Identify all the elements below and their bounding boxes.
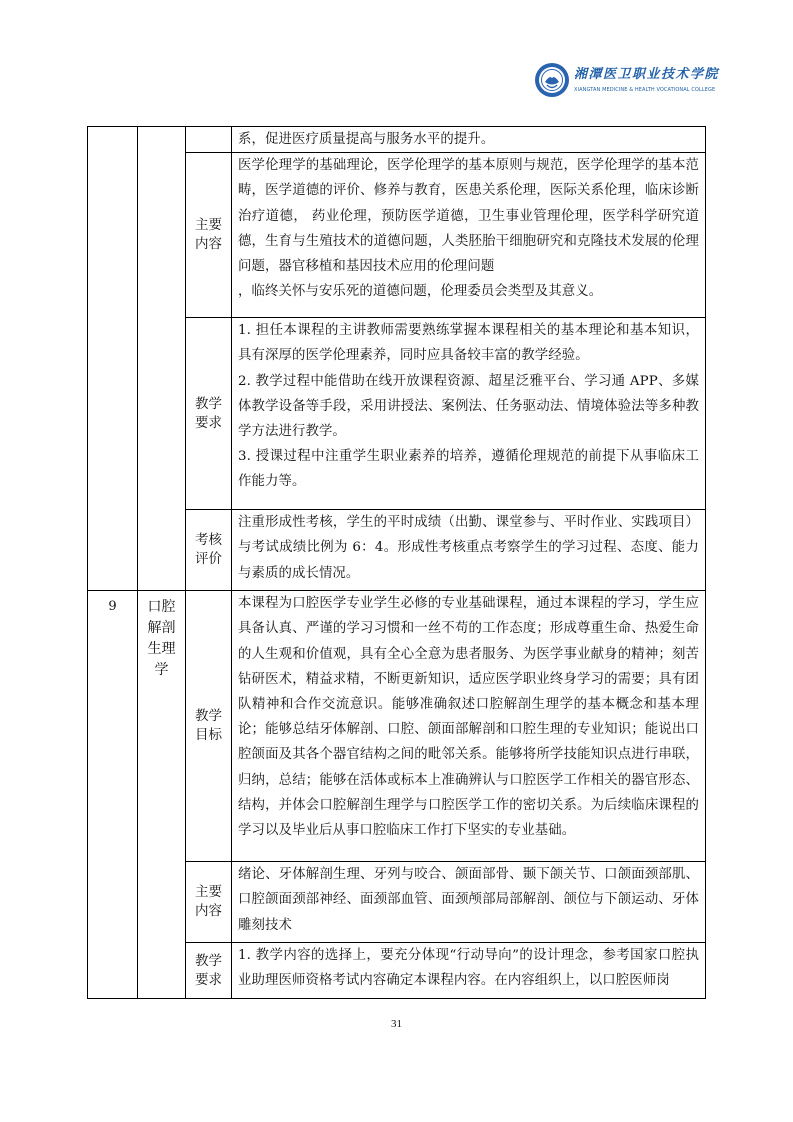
section-label-teaching-requirements: 教学 要求 [186, 318, 232, 510]
section-label-main-content: 主要 内容 [186, 153, 232, 318]
college-name: 湘潭医卫职业技术学院 [574, 67, 720, 82]
table-row [88, 591, 706, 862]
section-label-teaching-requirements: 教学 要求 [186, 943, 232, 999]
course-table [87, 126, 706, 999]
assessment-text: 注重形成性考核，学生的平时成绩（出勤、课堂参与、平时作业、实践项目）与考试成绩比例为 6：4。形成性考核重点考察学生的学习过程、态度、能力与素质的成长情况。 [232, 510, 706, 591]
main-content-text: 绪论、牙体解剖生理、牙列与咬合、颌面部骨、颞下颌关节、口颌面颈部肌、口腔颌面颈部神经、面颈部血管、面颈颅部局部解剖、颌位与下颌运动、牙体雕刻技术 [232, 862, 706, 943]
main-content-text: 医学伦理学的基础理论，医学伦理学的基本原则与规范，医学伦理学的基本范畴，医学道德的评价、修养与教育，医患关系伦理，医际关系伦理，临床诊断治疗道德， 药业伦理，预防医学道德，卫生事业管理伦理，医学科学研究道德，生育与生殖技术的道德问题，人类胚胎干细胞研究和克隆技术发展的伦理问题，器官移植和基因技术应用的伦理问题 ，临终关怀与安乐死的道德问题，伦理委员会类型及其意义。 [232, 153, 706, 318]
section-label-main-content: 主要 内容 [186, 862, 232, 943]
course-number: 9 [88, 591, 138, 999]
table-row [88, 127, 706, 153]
course-name: 口腔 解剖 生理 学 [138, 591, 186, 999]
section-label-assessment: 考核 评价 [186, 510, 232, 591]
teaching-requirements-text: 1. 担任本课程的主讲教师需要熟练掌握本课程相关的基本理论和基本知识，具有深厚的医学伦理素养，同时应具备较丰富的教学经验。 2. 教学过程中能借助在线开放课程资源、超星泛雅平台、学习通 APP、多媒体教学设备等手段，采用讲授法、案例法、任务驱动法、情境体验法等多种教学方法进行教学。 3. 授课过程中注重学生职业素养的培养，遵循伦理规范的前提下从事临床工作能力等。 [232, 318, 706, 510]
teaching-requirements-text: 1. 教学内容的选择上，要充分体现“行动导向”的设计理念，参考国家口腔执业助理医师资格考试内容确定本课程内容。在内容组织上，以口腔医师岗 [232, 943, 706, 999]
college-english-name: XIANGTAN MEDICINE & HEALTH VOCATIONAL COLLEGE [574, 87, 716, 93]
number-cell-empty [88, 127, 138, 591]
college-emblem-icon [534, 62, 570, 98]
page-number: 31 [391, 1018, 402, 1030]
label-cell-empty [186, 127, 232, 153]
continuation-text: 系，促进医疗质量提高与服务水平的提升。 [232, 127, 706, 153]
teaching-goals-text: 本课程为口腔医学专业学生必修的专业基础课程，通过本课程的学习，学生应具备认真、严谨的学习习惯和一丝不苟的工作态度；形成尊重生命、热爱生命的人生观和价值观，具有全心全意为患者服务、为医学事业献身的精神；刻苦钻研医术，精益求精，不断更新知识，适应医学职业终身学习的需要；具有团队精神和合作交流意识。能够准确叙述口腔解剖生理学的基本概念和基本理论；能够总结牙体解剖、口腔、颌面部解剖和口腔生理的专业知识；能说出口腔颌面及其各个器官结构之间的毗邻关系。能够将所学技能知识点进行串联，归纳，总结；能够在活体或标本上准确辨认与口腔医学工作相关的器官形态、结构，并体会口腔解剖生理学与口腔医学工作的密切关系。为后续临床课程的学习以及毕业后从事口腔临床工作打下坚实的专业基础。 [232, 591, 706, 862]
section-label-teaching-goals: 教学 目标 [186, 591, 232, 862]
course-name-cell-empty [138, 127, 186, 591]
college-logo [534, 62, 720, 114]
